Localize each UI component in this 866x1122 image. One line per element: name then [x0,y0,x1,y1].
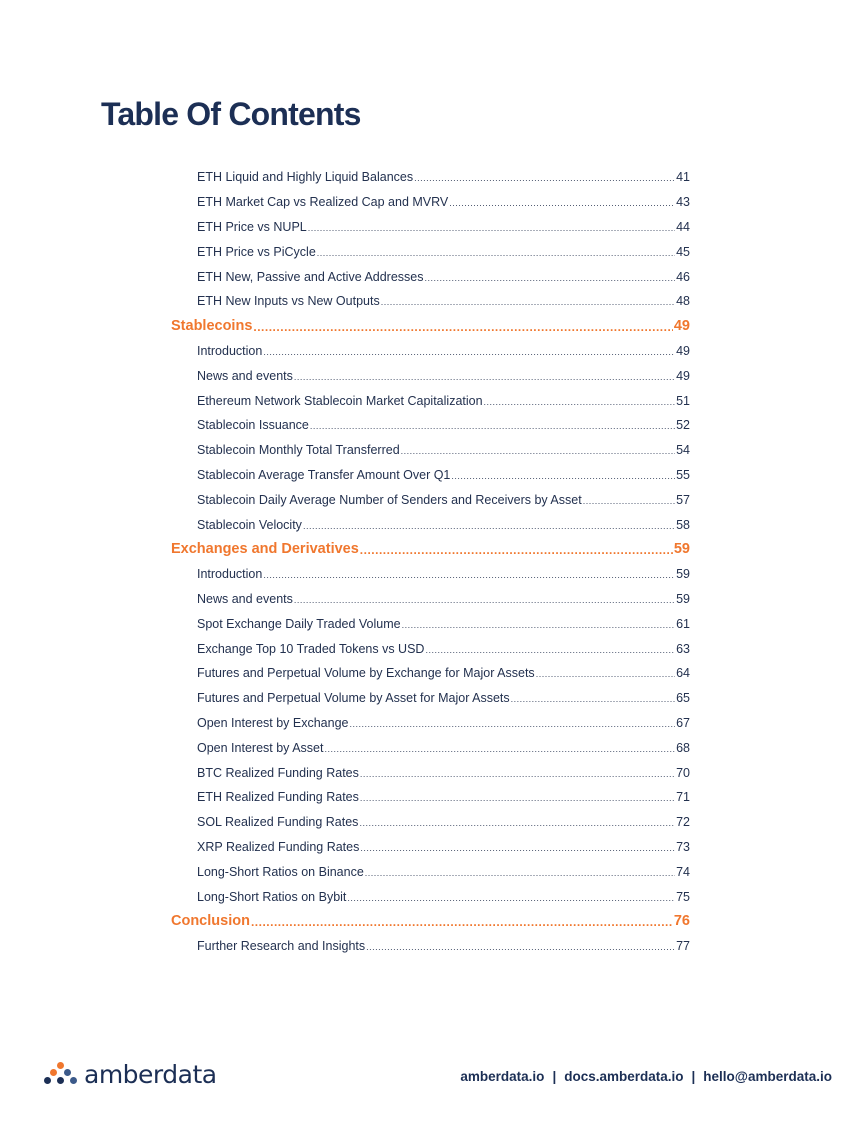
toc-entry-page: 58 [676,517,690,532]
toc-entry-label: Exchanges and Derivatives [171,541,359,558]
dot-leader [402,620,675,630]
toc-entry-label: Ethereum Network Stablecoin Market Capitalization [197,393,483,408]
toc-entry-label: Spot Exchange Daily Traded Volume [197,616,401,631]
toc-entry-page: 48 [676,294,690,309]
toc-entry-page: 44 [676,219,690,234]
toc-entry-page: 76 [673,913,690,930]
toc-entry-page: 71 [676,790,690,805]
toc-entry[interactable] [171,785,690,810]
amberdata-logo-icon [44,1062,78,1088]
dot-leader [381,297,675,307]
dot-leader [360,793,675,803]
toc-entry-label: ETH New, Passive and Active Addresses [197,269,424,284]
toc-entry-label: Stablecoin Monthly Total Transferred [197,443,400,458]
dot-leader [365,868,675,878]
dot-leader [324,744,675,754]
dot-leader [347,893,675,903]
toc-entry-page: 49 [676,368,690,383]
dot-leader [583,496,675,506]
toc-entry[interactable] [171,388,690,413]
toc-entry[interactable] [171,190,690,215]
toc-entry-label: Conclusion [171,913,250,930]
toc-entry[interactable] [171,239,690,264]
toc-entry-label: Futures and Perpetual Volume by Exchange for Major Assets [197,666,535,681]
toc-entry[interactable] [171,934,690,959]
logo-dot [64,1069,71,1076]
dot-leader [308,223,675,233]
toc-entry[interactable] [171,512,690,537]
toc-entry-label: Open Interest by Asset [197,740,324,755]
toc-entry-page: 57 [676,492,690,507]
toc-entry-page: 77 [676,939,690,954]
dot-leader [449,198,675,208]
toc-entry-label: Futures and Perpetual Volume by Asset for Major Assets [197,691,510,706]
toc-entry-label: XRP Realized Funding Rates [197,839,360,854]
toc-entry-label: ETH Price vs PiCycle [197,244,316,259]
dot-leader [451,471,675,481]
toc-entry[interactable] [171,661,690,686]
toc-entry[interactable] [171,289,690,314]
footer-link-docs[interactable]: docs.amberdata.io [564,1069,684,1084]
dot-leader [359,818,675,828]
toc-entry-label: Introduction [197,567,263,582]
footer-link-website[interactable]: amberdata.io [460,1069,545,1084]
toc-entry-label: Introduction [197,343,263,358]
toc-entry[interactable] [171,562,690,587]
toc-entry[interactable] [171,835,690,860]
toc-entry[interactable] [171,487,690,512]
dot-leader [511,694,675,704]
toc-entry[interactable] [171,215,690,240]
dot-leader [425,645,675,655]
toc-entry-page: 51 [676,393,690,408]
footer-separator: | [552,1069,557,1084]
dot-leader [294,372,675,382]
logo-dot [50,1069,57,1076]
dot-leader [414,173,675,183]
toc-entry-page: 46 [676,269,690,284]
toc-entry-label: BTC Realized Funding Rates [197,765,359,780]
toc-entry-label: SOL Realized Funding Rates [197,815,359,830]
dot-leader [263,347,675,357]
toc-entry-page: 52 [676,418,690,433]
toc-entry-label: Long-Short Ratios on Bybit [197,889,347,904]
toc-entry-page: 55 [676,467,690,482]
dot-leader [401,446,675,456]
toc-entry-page: 74 [676,864,690,879]
toc-entry[interactable] [171,760,690,785]
toc-entry[interactable] [171,363,690,388]
logo-dot [70,1077,77,1084]
toc-section-entry[interactable] [171,909,690,934]
dot-leader [366,942,675,952]
toc-entry-label: Stablecoins [171,318,253,335]
footer-logo [44,1060,217,1089]
toc-entry[interactable] [171,438,690,463]
toc-entry[interactable] [171,611,690,636]
toc-entry[interactable] [171,587,690,612]
toc-entry-label: ETH New Inputs vs New Outputs [197,294,380,309]
dot-leader [263,570,675,580]
toc-entry-label: Stablecoin Average Transfer Amount Over Q1 [197,467,451,482]
toc-entry-label: Stablecoin Issuance [197,418,309,433]
toc-entry-label: News and events [197,368,293,383]
dot-leader [310,421,675,431]
toc-entry[interactable] [171,165,690,190]
toc-entry-label: News and events [197,591,293,606]
toc-entry-label: Stablecoin Daily Average Number of Senders and Receivers by Asset [197,492,582,507]
toc-entry[interactable] [171,884,690,909]
toc-entry-page: 43 [676,195,690,210]
footer-link-email[interactable]: hello@amberdata.io [703,1069,832,1084]
toc-entry[interactable] [171,413,690,438]
toc-entry[interactable] [171,463,690,488]
toc-section-entry[interactable] [171,314,690,339]
logo-dot [44,1077,51,1084]
toc-entry-page: 61 [676,616,690,631]
dot-leader [360,543,673,557]
toc-entry-label: Long-Short Ratios on Binance [197,864,364,879]
toc-entry-page: 49 [676,343,690,358]
toc-entry[interactable] [171,735,690,760]
toc-entry-page: 49 [673,318,690,335]
toc-entry-page: 59 [676,591,690,606]
toc-entry-label: Further Research and Insights [197,939,366,954]
dot-leader [425,273,676,283]
toc-entry-label: Exchange Top 10 Traded Tokens vs USD [197,641,425,656]
toc-entry-page: 63 [676,641,690,656]
dot-leader [251,915,673,929]
toc-entry[interactable] [171,810,690,835]
logo-wordmark: amberdata [84,1060,217,1089]
toc-entry-label: ETH Liquid and Highly Liquid Balances [197,170,414,185]
footer-links [460,1069,832,1084]
logo-dot [57,1077,64,1084]
toc-entry-page: 54 [676,443,690,458]
toc-entry[interactable] [171,264,690,289]
dot-leader [360,843,675,853]
toc-entry[interactable] [171,636,690,661]
dot-leader [536,669,675,679]
dot-leader [303,521,675,531]
toc-entry[interactable] [171,859,690,884]
toc-entry-label: Stablecoin Velocity [197,517,302,532]
toc-entry-page: 75 [676,889,690,904]
toc-entry-label: ETH Market Cap vs Realized Cap and MVRV [197,195,449,210]
logo-dot [57,1062,64,1069]
toc-entry-label: ETH Realized Funding Rates [197,790,359,805]
toc-entry-page: 45 [676,244,690,259]
toc-entry-page: 72 [676,815,690,830]
toc-section-entry[interactable] [171,537,690,562]
toc-entry-page: 73 [676,839,690,854]
toc-entry-page: 65 [676,691,690,706]
toc-entry-page: 68 [676,740,690,755]
dot-leader [484,397,676,407]
dot-leader [360,769,675,779]
dot-leader [294,595,675,605]
toc-entry-page: 67 [676,715,690,730]
footer-separator: | [691,1069,696,1084]
toc-entry-label: Open Interest by Exchange [197,715,349,730]
toc-entry[interactable] [171,686,690,711]
table-of-contents [171,165,690,959]
dot-leader [253,320,672,334]
dot-leader [317,248,675,258]
toc-entry[interactable] [171,339,690,364]
toc-entry[interactable] [171,711,690,736]
toc-entry-label: ETH Price vs NUPL [197,219,307,234]
toc-entry-page: 59 [673,541,690,558]
toc-entry-page: 59 [676,567,690,582]
toc-entry-page: 41 [676,170,690,185]
page-title: Table Of Contents [101,96,361,132]
dot-leader [349,719,675,729]
toc-entry-page: 64 [676,666,690,681]
toc-entry-page: 70 [676,765,690,780]
